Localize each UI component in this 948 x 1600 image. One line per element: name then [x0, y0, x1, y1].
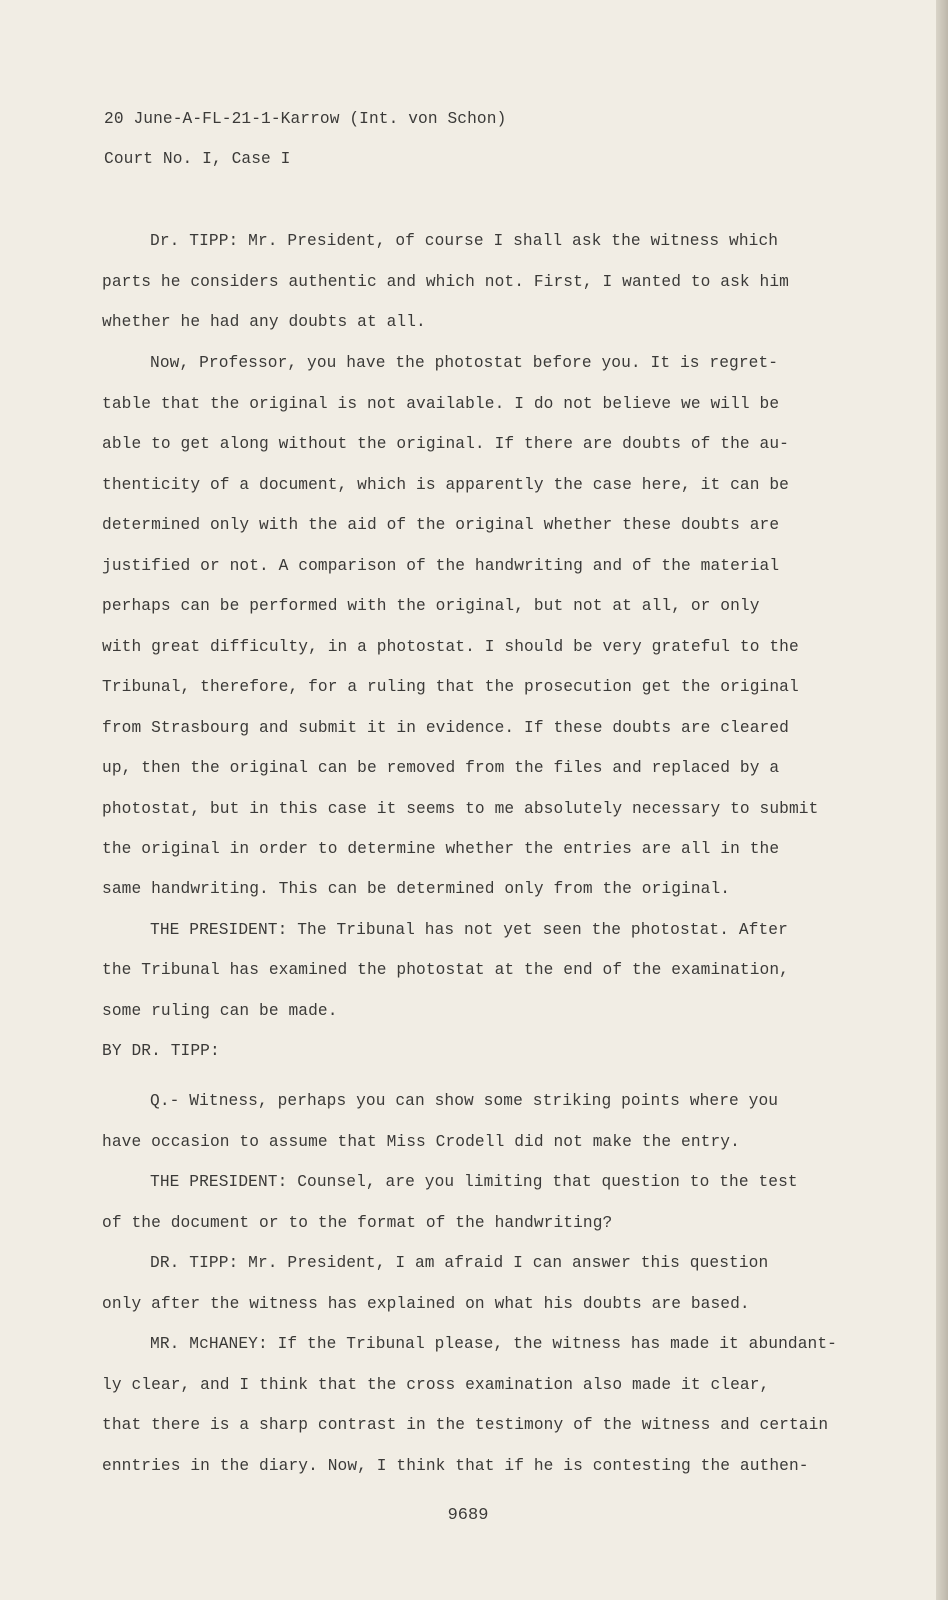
body-line: the Tribunal has examined the photostat at the end of the examination, [102, 961, 789, 979]
body-line: some ruling can be made. [102, 1002, 338, 1020]
body-line: that there is a sharp contrast in the testimony of the witness and certain [102, 1416, 829, 1434]
page-edge [936, 0, 948, 1600]
body-line: up, then the original can be removed from the files and replaced by a [102, 759, 780, 777]
body-line: Dr. TIPP: Mr. President, of course I shall ask the witness which [150, 232, 779, 250]
body-line: Q.- Witness, perhaps you can show some striking points where you [150, 1092, 779, 1110]
body-line: enntries in the diary. Now, I think that if he is contesting the authen- [102, 1457, 809, 1475]
body-line: same handwriting. This can be determined only from the original. [102, 880, 731, 898]
court-line: Court No. I, Case I [104, 150, 291, 168]
body-line: able to get along without the original. If there are doubts of the au- [102, 435, 789, 453]
document-reference-line: 20 June-A-FL-21-1-Karrow (Int. von Schon) [104, 110, 507, 128]
body-line: photostat, but in this case it seems to me absolutely necessary to submit [102, 800, 819, 818]
body-line: DR. TIPP: Mr. President, I am afraid I can answer this question [150, 1254, 769, 1272]
body-line: Now, Professor, you have the photostat before you. It is regret- [150, 354, 779, 372]
body-line: table that the original is not available. I do not believe we will be [102, 395, 780, 413]
body-line: THE PRESIDENT: The Tribunal has not yet seen the photostat. After [150, 921, 788, 939]
page-number: 9689 [447, 1506, 489, 1525]
body-line: the original in order to determine whether the entries are all in the [102, 840, 780, 858]
body-line: of the document or to the format of the handwriting? [102, 1214, 613, 1232]
body-line: ly clear, and I think that the cross examination also made it clear, [102, 1376, 770, 1394]
body-line: Tribunal, therefore, for a ruling that the prosecution get the original [102, 678, 799, 696]
body-line: MR. McHANEY: If the Tribunal please, the witness has made it abundant- [150, 1335, 837, 1353]
body-line: justified or not. A comparison of the handwriting and of the material [102, 557, 780, 575]
body-line: thenticity of a document, which is apparently the case here, it can be [102, 476, 789, 494]
body-line: with great difficulty, in a photostat. I should be very grateful to the [102, 638, 799, 656]
speaker-heading: BY DR. TIPP: [102, 1042, 220, 1060]
body-line: perhaps can be performed with the original, but not at all, or only [102, 597, 760, 615]
body-line: THE PRESIDENT: Counsel, are you limiting that question to the test [150, 1173, 798, 1191]
body-line: whether he had any doubts at all. [102, 313, 426, 331]
body-line: determined only with the aid of the original whether these doubts are [102, 516, 780, 534]
body-line: have occasion to assume that Miss Crodell did not make the entry. [102, 1133, 740, 1151]
body-line: only after the witness has explained on what his doubts are based. [102, 1295, 750, 1313]
body-line: from Strasbourg and submit it in evidence. If these doubts are cleared [102, 719, 789, 737]
body-line: parts he considers authentic and which not. First, I wanted to ask him [102, 273, 789, 291]
